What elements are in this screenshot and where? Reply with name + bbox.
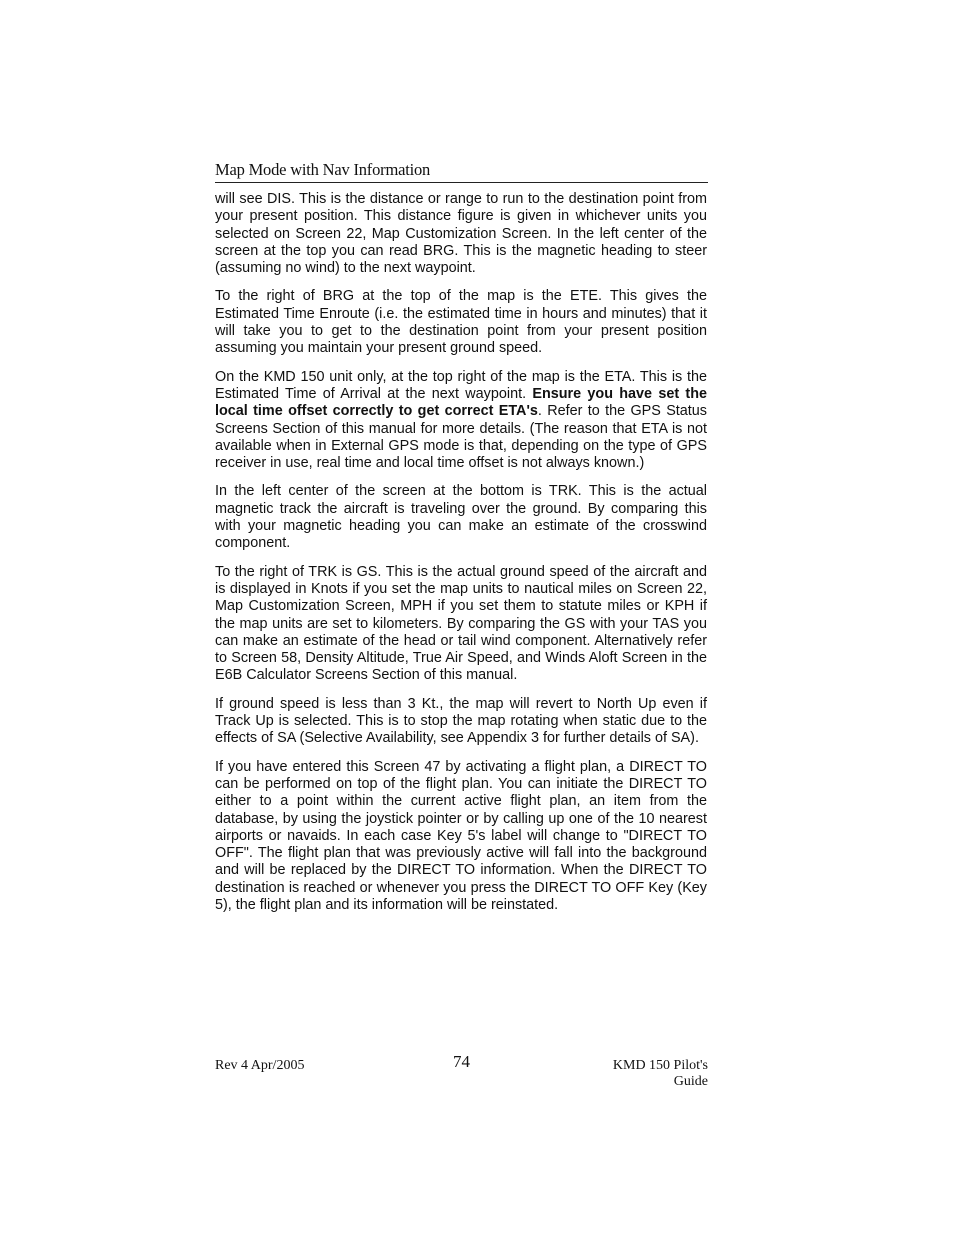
paragraph-gs: To the right of TRK is GS. This is the actual ground speed of the aircraft and is displayed in Knots if you set the map units to nautical miles on Screen 22, Map Customization Screen, MPH if you set them to statute miles or KPH if the map units are set to kilometers. By comparing the GS with your TAS you can make an estimate of the head or tail wind component. Alternatively refer to Screen 58, Density Altitude, True Air Speed, and Winds Aloft Screen in the E6B Calculator Screens Section of this manual. — [215, 563, 707, 684]
paragraph-eta-intro: On the KMD 150 unit only, at the top right of the map is the ETA. This is the Estimated Time of Arrival at the next waypoint. — [215, 368, 707, 402]
paragraph-direct-to: If you have entered this Screen 47 by activating a flight plan, a DIRECT TO can be performed on top of the flight plan. You can initiate the DIRECT TO either to a point within the current active flight plan, an item from the database, by using the joystick pointer or by calling up one of the 10 nearest airports or navaids. In each case Key 5's label will change to "DIRECT TO OFF". The flight plan that was previously active will fall into the background and will be replaced by the DIRECT TO information. When the DIRECT TO destination is reached or whenever you press the DIRECT TO OFF Key (Key 5), the flight plan and its information will be reinstated. — [215, 758, 707, 913]
paragraph-dis-brg: will see DIS. This is the distance or range to run to the destination point from your present position. This distance figure is given in whichever units you selected on Screen 22, Map Customization Screen. In the left center of the screen at the top you can read BRG. This is the magnetic heading to steer (assuming no wind) to the next waypoint. — [215, 191, 707, 277]
body-text — [215, 191, 707, 925]
section-header: Map Mode with Nav Information — [215, 160, 708, 183]
paragraph-eta-warning: Ensure you have set the local time offset correctly to get correct ETA's — [215, 385, 707, 420]
paragraph-trk: In the left center of the screen at the bottom is TRK. This is the actual magnetic track the aircraft is traveling over the ground. By comparing this with your magnetic heading you can make an estimate of the crosswind component. — [215, 483, 707, 552]
page-number: 74 — [453, 1052, 470, 1071]
footer-guide-title: KMD 150 Pilot's Guide — [612, 1058, 708, 1089]
paragraph-eta-details: . Refer to the GPS Status Screens Section of this manual for more details. (The reason that ETA is not available when in External GPS mode is that, depending on the type of GPS receiver in use, real time and local time offset is not always known.) — [215, 403, 707, 472]
paragraph-eta — [215, 369, 707, 473]
paragraph-ete: To the right of BRG at the top of the map is the ETE. This gives the Estimated Time Enroute (i.e. the estimated time in hours and minutes) that it will take you to get to the destination point from your present position assuming you maintain your present ground speed. — [215, 288, 707, 357]
paragraph-ground-speed-note: If ground speed is less than 3 Kt., the map will revert to North Up even if Track Up is selected. This is to stop the map rotating when static due to the effects of SA (Selective Availability, see Appendix 3 for further details of SA). — [215, 695, 707, 747]
footer-revision: Rev 4 Apr/2005 — [215, 1058, 305, 1073]
